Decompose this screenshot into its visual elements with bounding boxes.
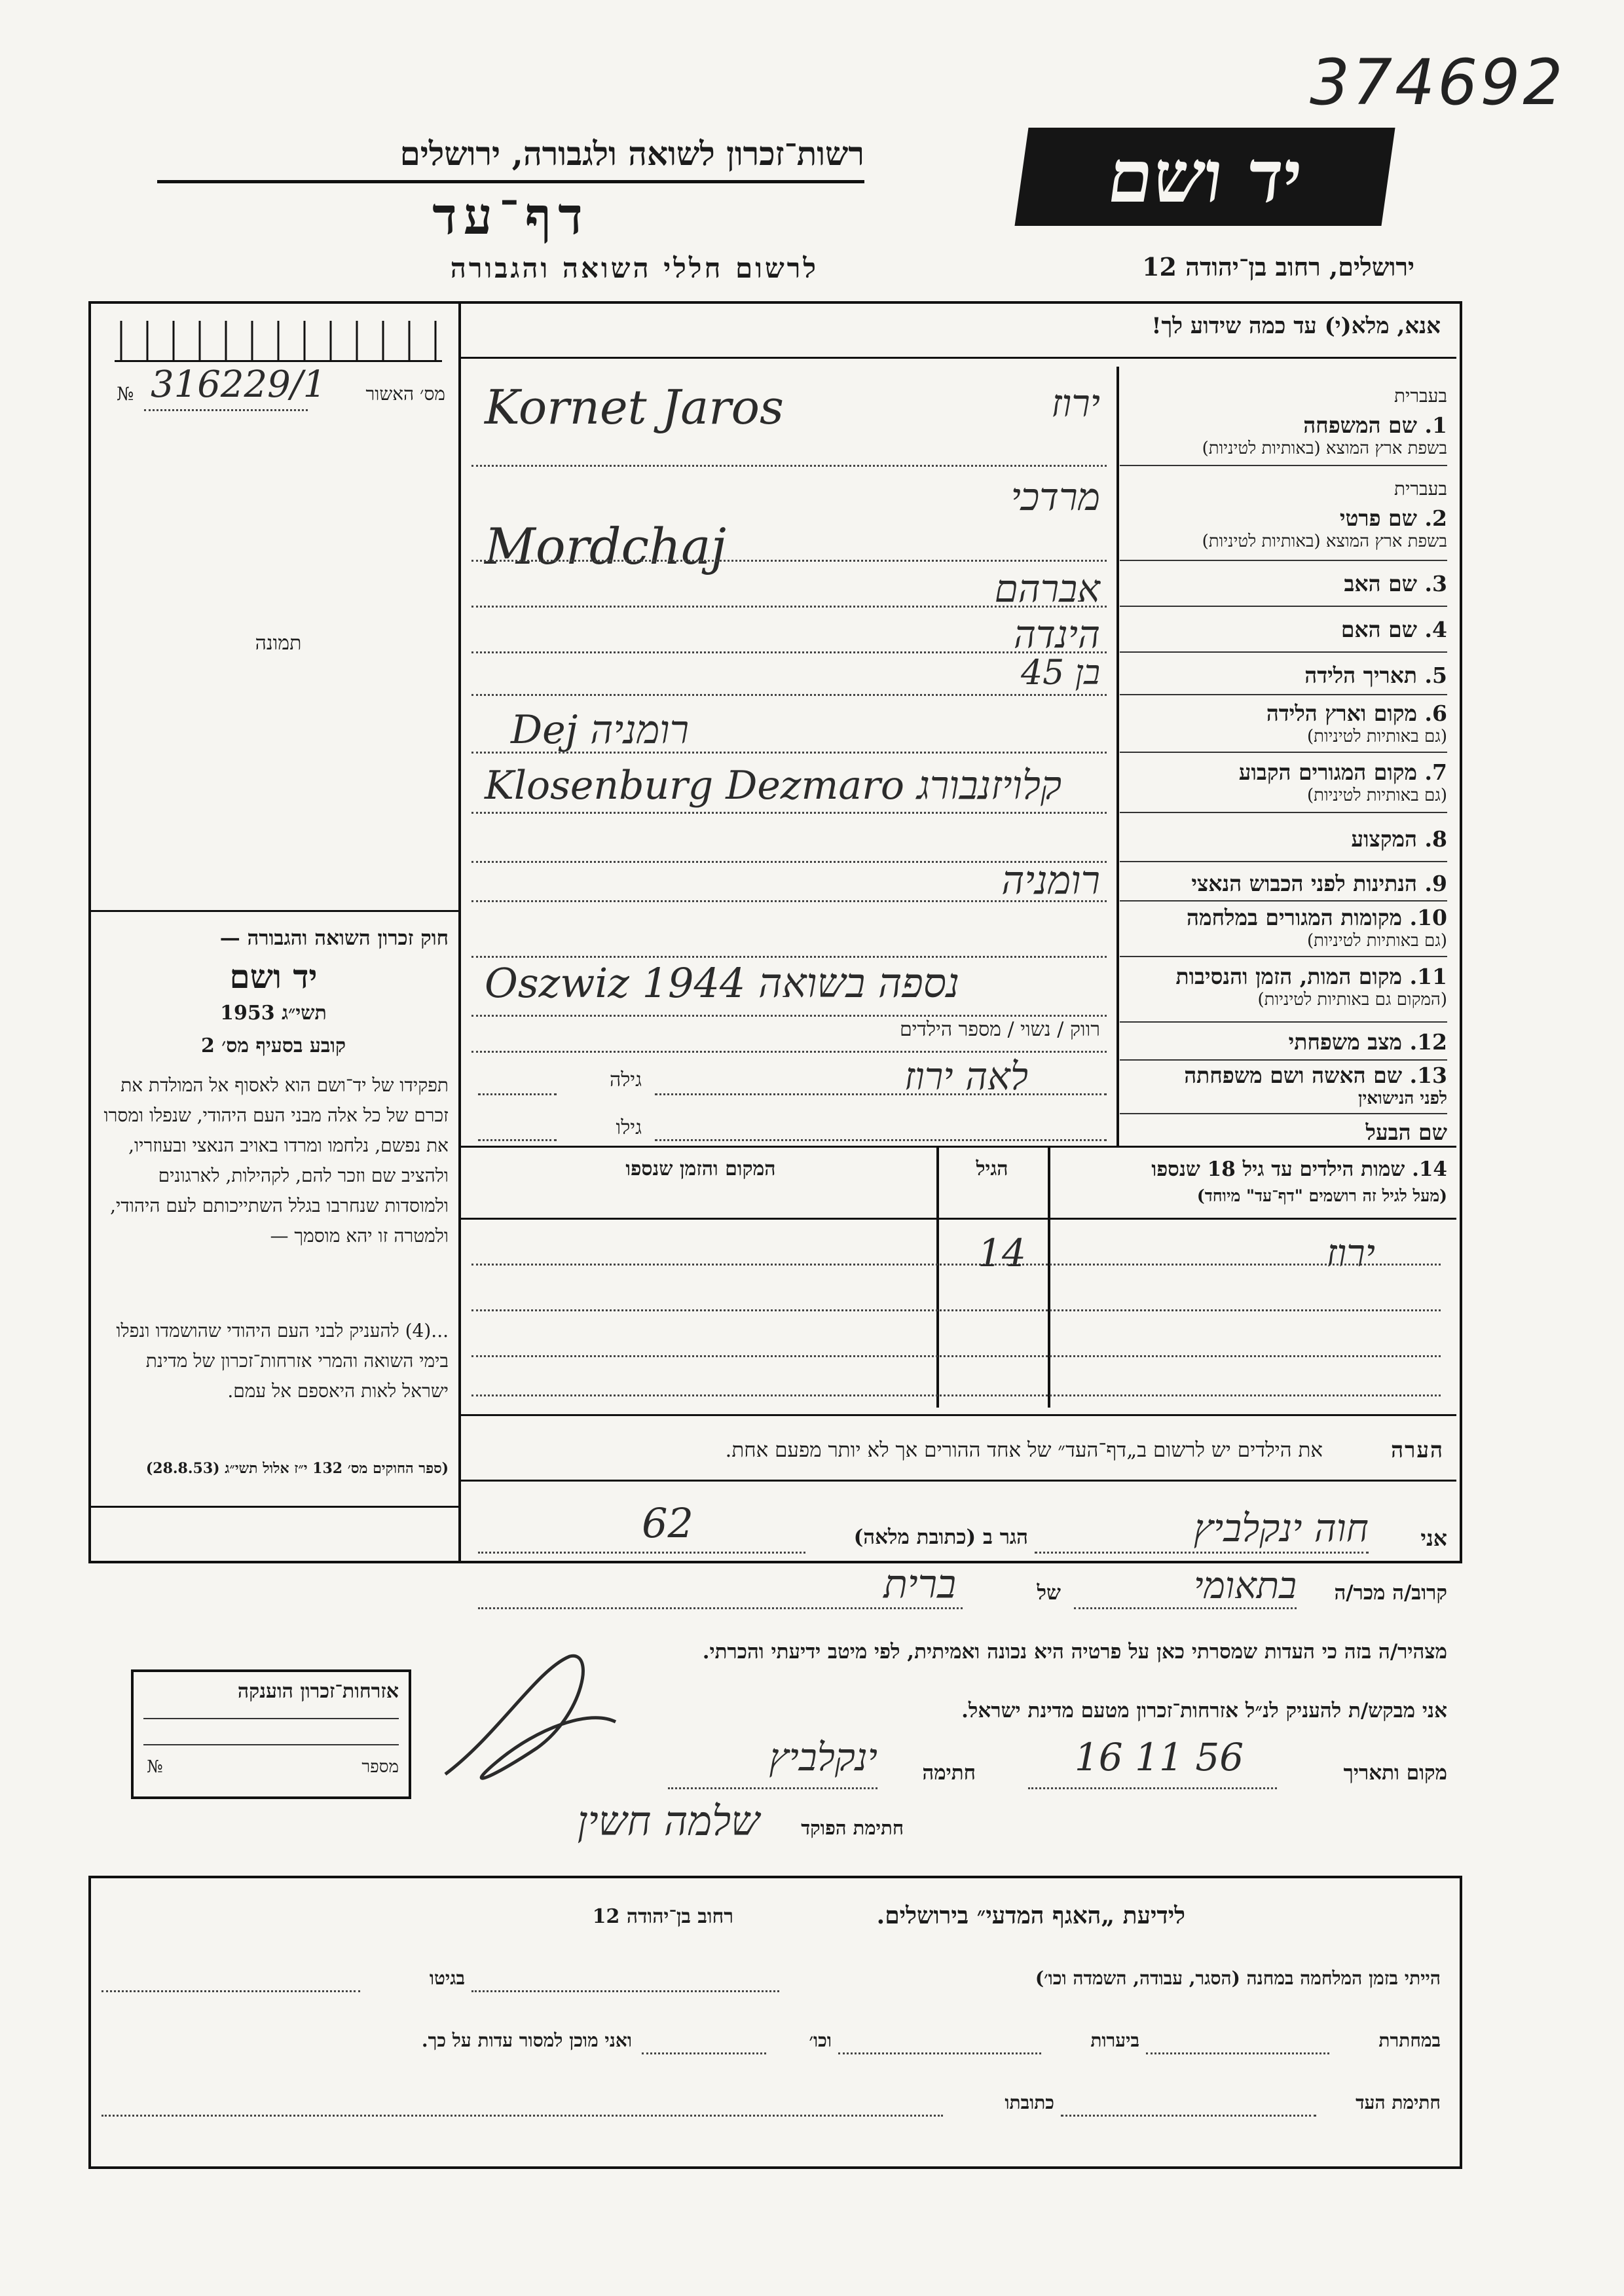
field-1-text: שם המשפחה [1303,412,1418,438]
header-divider [157,180,864,183]
field-5-num: 5. [1424,663,1447,688]
declaration-i-label: אני [1420,1525,1447,1551]
field-6-label [1133,701,1447,727]
field-3-num: 3. [1424,571,1447,596]
field-12-rule [1120,1059,1447,1061]
form-title: דף־עד [432,187,589,246]
field-10-label [1133,905,1447,931]
field-10-rule [1120,956,1447,957]
law-source: (ספר החוקים מס׳ 132 י״ז אלול תשי״ג (28.8.53) [145,1460,449,1477]
authority-name: רשות־זכרון לשואה ולגבורה, ירושלים [399,134,864,173]
field-9-value: רומניה [1001,858,1100,903]
field-9-rule [1120,900,1447,902]
declaration-relation-line [1074,1607,1297,1609]
field-1-sub-latin: בשפת ארץ המוצא (באותיות לטיניות) [1202,439,1447,458]
declaration-address: 62 [642,1499,693,1547]
field-2-label [1133,505,1447,532]
law-top-divider [88,910,459,912]
law-clause: קובע בסעיף מס׳ 2 [200,1034,346,1057]
field-8-num: 8. [1424,826,1447,852]
signature-label: חתימה [922,1761,976,1785]
note-text: את הילדים יש לרשום ב„דף־העד״ של אחד ההורים אך לא יותר מפעם אחת. [725,1438,1323,1462]
field-2-num: 2. [1424,505,1447,531]
field-13-sub: לפני הנישואין [1357,1089,1447,1108]
field-2-value-latin: Mordchaj [485,517,726,575]
children-label: 14. שמות הילדים עד גיל 18 שנספו [1151,1157,1447,1181]
declaration-relation-label: קרוב/ה מכר/ה [1334,1581,1447,1605]
field-11-sub: (המקום גם באותיות לטיניות) [1257,990,1447,1010]
approval-ticks [115,321,442,362]
field-4-value: הינדה [1014,612,1100,657]
field-13-line [655,1093,1107,1095]
children-header-rule [458,1218,1456,1220]
footer-line3-a: חתימת העד [1356,2092,1441,2113]
field-4-text: שם האם [1340,617,1418,642]
declaration-statement: מצהיר/ה בזה כי העדות שמסרתי כאן על פרטיה היא נכונה ואמיתית, לפי מיטב ידיעתי והכרתי. [702,1640,1447,1664]
field-3-value: אברהם [994,566,1100,611]
footer-line1-a: הייתי בזמן המלחמה במחנה (הסגר, עבודה, השמדה וכו׳) [1035,1967,1441,1989]
children-col-divider-2 [1048,1146,1050,1408]
citizenship-box-no-prefix: № [147,1757,163,1777]
footer-line1-b-field [101,1990,360,1992]
declaration-name-line [1035,1552,1369,1554]
field-9-line [471,900,1107,902]
field-1-line [471,465,1107,467]
field-husband-age-label: גילו [616,1116,642,1139]
field-1-value-latin: Kornet Jaros [485,380,784,435]
field-1-value-hebrew: ירוז [1051,381,1100,426]
tick-marks [115,321,442,360]
field-10-sub: (גם באותיות לטיניות) [1306,931,1447,951]
field-5-text: תאריך הלידה [1304,663,1418,688]
declaration-name: חוה ינקלביץ [1193,1506,1369,1550]
field-13-text: שם האשה ושם משפחתה [1184,1063,1403,1088]
field-10-line [471,956,1107,958]
field-2-text: שם פרטי [1339,505,1418,531]
field-6-rule [1120,752,1447,753]
children-line-2 [471,1309,1441,1311]
footer-line2-b-field [838,2052,1041,2054]
approval-no-prefix: № [117,383,134,405]
law-name: יד ושם [229,957,318,996]
field-7-value: Klosenburg Dezmaro קלויזנבורג [485,763,1062,809]
note-top-rule [458,1414,1456,1416]
field-1-sub-hebrew: בעברית [1393,385,1447,407]
footer-line3-b-field [101,2115,943,2117]
research-address: רחוב בן־יהודה 12 [592,1905,733,1928]
field-1-label [1133,412,1447,439]
archive-number: 374692 [1310,46,1566,119]
field-2-sub-latin: בשפת ארץ המוצא (באותיות לטיניות) [1202,532,1447,551]
field-13-num: 13. [1409,1063,1447,1088]
note-bottom-rule [458,1480,1456,1482]
field-2-value-hebrew: מרדכי [1010,475,1100,519]
field-5-line [471,694,1107,696]
note-label: הערה [1391,1437,1444,1463]
citizenship-box-number-label: מספר [361,1757,399,1777]
citizenship-box-rule-2 [143,1744,399,1745]
place-date-line [1028,1787,1277,1789]
intro-text: אנא, מלא(י) עד כמה שידוע לך! [1151,313,1441,339]
photo-label: תמונה [255,632,302,655]
approval-line [144,409,308,411]
signature-line [668,1787,877,1789]
field-4-label [1133,617,1447,643]
field-5-rule [1120,694,1447,695]
footer-line3-a-field [1061,2115,1316,2117]
yad-vashem-logo: יד ושם [1014,128,1395,226]
field-3-label [1133,571,1447,597]
field-12-num: 12. [1409,1029,1447,1055]
field-7-line [471,812,1107,814]
field-6-line [471,752,1107,754]
field-9-num: 9. [1424,871,1447,896]
field-husband-age-line [478,1139,557,1141]
field-6-sub: (גם באותיות לטיניות) [1306,727,1447,746]
child-1-age: 14 [978,1231,1026,1275]
fields-labels [1120,367,1447,1146]
field-3-line [471,606,1107,608]
institution-address: ירושלים, רחוב בן־יהודה 12 [1142,252,1414,282]
field-2-sub-hebrew: בעברית [1393,478,1447,500]
children-top-rule [458,1146,1456,1148]
footer-line2-c: וכו׳ [809,2030,832,2051]
field-4-rule [1120,651,1447,653]
field-12-line [471,1051,1107,1053]
field-7-text: מקום המגורים הקבוע [1238,759,1418,785]
column-divider [458,301,461,1561]
signature-value: ינקלביץ [769,1735,877,1779]
field-7-num: 7. [1424,759,1447,785]
declaration-of-value: ברית [883,1561,956,1607]
children-col-age: הגיל [976,1157,1008,1180]
research-title: לידיעת „האגף המדעי״ בירושלים. [876,1902,1185,1929]
intro-divider [458,357,1456,359]
field-12-label [1133,1029,1447,1055]
field-11-num: 11. [1409,964,1447,989]
citizenship-box-title: אזרחות־זכרון הוענקה [237,1680,399,1703]
field-13-rule [1120,1113,1447,1114]
field-husband-line [655,1139,1107,1141]
field-3-rule [1120,606,1447,607]
declaration-of-label: של [1037,1581,1061,1605]
field-11-line [471,1015,1107,1017]
field-10-num: 10. [1409,905,1447,930]
label-divider [1116,367,1119,1146]
field-11-text: מקום המות, הזמן והנסיבות [1175,964,1403,989]
citizenship-box-rule-1 [143,1718,399,1719]
law-body: תפקידו של יד־ושם הוא לאסוף אל המולדת את זכרם של כל אלה מבני העם היהודי, שנפלו ומסרו את נפשם, נלחמו ומרדו באויב הנאצי ובעוזריו, ולהציב שם וזכר להם, לקהילות, לארגונים ולמוסדות שנחרבו בגלל השתייכותם לעם היהודי, ולמטרה זו יהא מוסמך — [103,1074,449,1247]
field-13-value: לאה ירוז [904,1054,1028,1099]
field-6-text: מקום וארץ הלידה [1266,701,1418,726]
field-11-label [1133,964,1447,990]
footer-line2-d: ואני מוכן למסור עדות על כך. [421,2030,632,2051]
footer-line2-c-field [642,2052,766,2054]
field-10-text: מקומות המגורים במלחמה [1186,905,1403,930]
footer-line2-a-field [1146,2052,1329,2054]
field-6-value: Dej רומניה [511,707,690,753]
children-col-divider-1 [936,1146,939,1408]
field-12-text: מצב משפחתי [1288,1029,1403,1055]
field-2-rule [1120,560,1447,561]
children-line-4 [471,1394,1441,1396]
field-8-text: המקצוע [1351,826,1418,852]
footer-line2-b: ביערות [1090,2030,1139,2051]
place-date-value: 16 11 56 [1074,1735,1244,1779]
child-1-name: ירוז [1326,1231,1375,1275]
declaration-lives-label: הגר ב (כתובת מלאה) [853,1525,1028,1549]
declaration-relation: בתאומי [1194,1565,1297,1607]
field-2-line [471,560,1107,562]
children-line-3 [471,1355,1441,1357]
declaration-of-line [478,1607,963,1609]
field-11-value: Oszwiz נספה בשואה 1944 [485,959,960,1007]
footer-line1-a-field [471,1990,779,1992]
footer-line3-b: כתובתו [1005,2092,1054,2113]
field-3-text: שם האב [1344,571,1418,596]
field-1-rule [1120,465,1447,466]
law-bottom-divider [88,1506,459,1508]
law-body-2: ...(4) להעניק לבני העם היהודי שהושמדו ונפלו בימי השואה והמרי אזרחות־זכרון של מדינת ישראל לאות היאספם אל עמם. [116,1320,449,1402]
signature-scribble [419,1630,642,1820]
official-signature-value: שלמה חשין [577,1797,760,1845]
law-title: חוק זכרון השואה והגבורה — [219,926,449,950]
footer-line1-b: בגיטו [429,1967,465,1989]
field-13-age-line [478,1093,557,1095]
field-4-num: 4. [1424,617,1447,642]
declaration-request: אני מבקש/ת להעניק לנ״ל אזרחות־זכרון מטעם מדינת ישראל. [961,1699,1447,1722]
field-13-age-label: גילה [609,1068,642,1091]
field-9-text: הנתינות לפני הכבוש הנאצי [1191,871,1418,896]
field-8-label [1133,826,1447,852]
official-signature-label: חתימת הפוקד [801,1817,904,1839]
footer-line2-a: במחתרת [1378,2030,1441,2051]
field-8-rule [1120,861,1447,862]
field-5-label [1133,663,1447,689]
approval-label: מס׳ האשור [365,383,445,405]
field-husband-label: שם הבעל [1365,1120,1447,1145]
field-7-rule [1120,812,1447,813]
field-9-label [1133,871,1447,897]
approval-number: 316229/1 [151,363,327,406]
declaration-address-line [478,1552,805,1554]
field-13-label [1133,1063,1447,1089]
field-7-label [1133,759,1447,786]
field-7-sub: (גם באותיות לטיניות) [1306,786,1447,805]
field-5-value: בן 45 [1020,653,1100,693]
field-12-value: רווק / נשוי / מספר הילדים [899,1018,1100,1041]
citizenship-box [131,1669,411,1799]
children-sub: (מעל לגיל זה רושמים "דף־עד" מיוחד) [1196,1186,1447,1205]
place-date-label: מקום ותאריך [1343,1761,1447,1785]
field-6-num: 6. [1424,701,1447,726]
children-col-place: המקום והזמן שנספו [625,1157,776,1180]
field-1-num: 1. [1424,412,1447,438]
field-11-rule [1120,1021,1447,1023]
law-year: תשי״ג 1953 [220,1002,327,1025]
form-subtitle: לרשום חללי השואה והגבורה [450,252,819,284]
